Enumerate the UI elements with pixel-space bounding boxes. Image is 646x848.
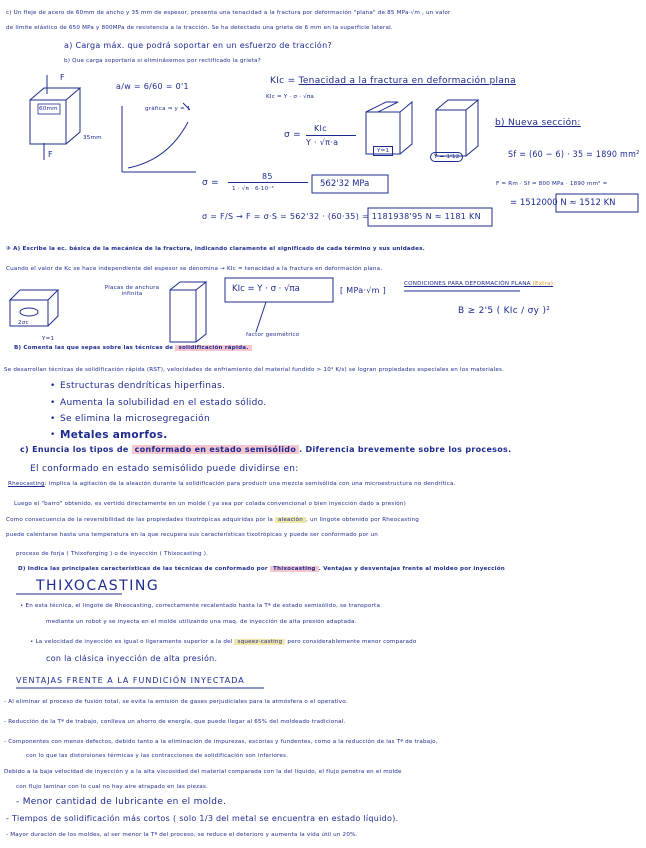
infinite-plate-label: Placas de anchura infinita	[104, 285, 160, 297]
plate-stress-label: 2σc	[18, 320, 29, 326]
thixocasting-bullet1-b: mediante un robot y se inyecta en el molde utilizando una maq. de inyección de alta presión adaptada.	[46, 619, 357, 625]
question-b: b) Que carga soportaría si eliminásemos por rectificado la grieta?	[64, 58, 261, 64]
section3-kic-statement: Cuando el valor de Kc se hace independiente del espesor se denomina → KIc = tenacidad a la fractura en deformación plana.	[6, 266, 383, 272]
question-a: a) Carga máx. que podrá soportar en un esfuerzo de tracción?	[64, 41, 332, 50]
rheocasting-text: : implica la agitación de la aleación durante la solidificación para producir una mezcla semisólida con una microestructura no dendrítica.	[44, 481, 456, 487]
force-b-line1: F = Rm · Sf = 800 MPa · 1890 mm² =	[496, 181, 608, 187]
thixocasting-title: THIXOCASTING	[36, 578, 160, 594]
problem-statement-line1: c) Un fleje de acero de 60mm de ancho y 35 mm de espesor, presenta una tenacidad a la fractura por deformación "plana" de 85 MPa·√m , un valor	[6, 10, 451, 16]
new-section-title: b) Nueva sección:	[495, 118, 581, 128]
advantage-item: Debido a la baja velocidad de inyección y a la alta viscosidad del material comparada con la del líquido, el flujo penetra en el molde	[4, 769, 402, 775]
fracture-formula: KIc = Y · σ · √πa	[232, 284, 300, 294]
section3-question-a: ③ A) Escribe la ec. básica de la mecánica de la fractura, indicando claramente el significado de cada término y sus unidades.	[6, 246, 425, 252]
section-d-question: D) Indica las principales características de las técnicas de conformado por	[18, 566, 268, 572]
section-d-question-tail: . Ventajas y desventajas frente al moldeo por inyección	[318, 566, 505, 572]
plane-strain-title-line	[404, 281, 553, 287]
bullet-dot: •	[50, 381, 56, 391]
sigma-calc-lhs: σ =	[202, 178, 220, 188]
sigma-lhs: σ =	[284, 130, 302, 140]
y1-label: Y=1	[373, 146, 393, 156]
fracture-units: [ MPa·√m ]	[340, 286, 387, 295]
advantage-item: - Reducción de la Tª de trabajo, conlleva un ahorro de energía, que puede llegar al 65% del moldeado tradicional.	[4, 719, 346, 725]
thixocasting-bullet1-a: • En esta técnica, el lingote de Rheocasting, correctamente recalentado hasta la Tª de estado semisólido, se transporta	[20, 603, 381, 609]
advantage-item: - Mayor duración de los moldes, al ser menor la Tª del proceso, se reduce el deterioro y aumenta la vida útil un 20%.	[6, 832, 358, 838]
plane-strain-title: CONDICIONES PARA DEFORMACIÓN PLANA	[404, 281, 531, 287]
plane-strain-condition: B ≥ 2'5 ( KIc / σy )²	[458, 306, 551, 316]
force-bottom-label: F	[48, 150, 53, 159]
section-c-p2b: , un lingote obtenido por Rheocasting	[306, 517, 419, 523]
advantage-item: - Menor cantidad de lubricante en el molde.	[16, 797, 227, 807]
rheocasting-line	[8, 481, 456, 487]
section-c-p3: puede calentarse hasta una temperatura en la que recupera sus características tixotrópicas y puede ser conformado por un	[6, 532, 379, 538]
sigma-denominator: Y · √π·a	[306, 138, 339, 147]
section-c-p2a: Como consecuencia de la reversibilidad de las propiedades tixotrópicas adquiridas por la	[6, 517, 273, 523]
kic-symbol: KIc	[270, 76, 285, 86]
section-b-y1-note: Y=1	[42, 336, 55, 342]
section-c-intro: El conformado en estado semisólido puede dividirse en:	[30, 464, 299, 474]
sf-equation: Sf = (60 − 6) · 35 = 1890 mm²	[508, 150, 640, 160]
width-dim-label: 60mm	[39, 106, 58, 112]
section-c-question-line	[20, 445, 511, 454]
bullet-item: Estructuras dendríticas hiperfinas.	[60, 381, 226, 391]
bullet-item: Aumenta la solubilidad en el estado sólido.	[60, 398, 267, 408]
graph-note: gráfica ⇒ y = 1	[145, 106, 191, 112]
section-c-highlight: conformado en estado semisólido	[132, 445, 299, 454]
section-c-p1: Luego el "barro" obtenido, es vertido directamente en un molde ( ya sea por colada convencional o bien inyección dado a presión)	[14, 501, 406, 507]
bullet-item: Metales amorfos.	[60, 429, 168, 441]
bullet-dot: •	[50, 430, 56, 440]
sigma-calc-num: 85	[262, 172, 273, 181]
section-b-paragraph: Se desarrollan técnicas de solidificación rápida (RST), velocidades de enfriamiento del material fundido > 10⁴ K/s) se logran propiedades especiales en los materiales.	[4, 367, 505, 373]
squeeze-casting-highlight: squeez-casting	[234, 639, 285, 645]
advantage-item: - Componentes con menos defectos, debido tanto a la eliminación de impurezas, escorias y fundentes, como a la reducción de las Tª de trabajo,	[4, 739, 438, 745]
section-c-p2-line	[6, 517, 419, 523]
bullet-dot: •	[50, 398, 56, 408]
ratio-a-w: a/w = 6/60 = 0'1	[116, 82, 189, 91]
geometric-factor-label: factor geométrico	[246, 332, 300, 338]
fraction-bar-2	[228, 182, 308, 183]
fraction-bar	[306, 135, 356, 136]
advantage-item: con flujo laminar con lo cual no hay aire atrapado en las piezas.	[16, 784, 208, 790]
thickness-dim-label: 35mm	[83, 135, 102, 141]
force-b-result: = 1512000 N ≈ 1512 KN	[510, 198, 616, 208]
section-b-question-line	[14, 345, 252, 351]
kic-definition-title: Tenacidad a la fractura en deformación plana	[298, 76, 516, 86]
sigma-result: 562'32 MPa	[320, 179, 370, 189]
advantages-title: VENTAJAS FRENTE A LA FUNDICIÓN INYECTADA	[16, 676, 245, 685]
sigma-numerator: KIc	[314, 124, 327, 133]
rheocasting-label: Rheocasting	[8, 481, 45, 487]
force-top-label: F	[60, 73, 65, 82]
thixocasting-bullet2-c: con la clásica inyección de alta presión.	[46, 654, 218, 663]
bullet-item: Se elimina la microsegregación	[60, 414, 210, 424]
thixocasting-bullet2-b: pero considerablemente menor comparado	[287, 639, 417, 645]
section-b-highlight: solidificación rápida.	[175, 345, 251, 351]
extra-tag: (Extra)	[532, 281, 554, 287]
bullet-dot: •	[50, 414, 56, 424]
section-d-question-line	[18, 566, 505, 572]
thixocasting-bullet2-a: • La velocidad de inyección es igual o ligeramente superior a la del	[30, 639, 233, 645]
advantage-item: - Tiempos de solidificación más cortos ( solo 1/3 del metal se encuentra en estado líquido).	[6, 814, 399, 823]
thixocasting-bullet2-line	[30, 639, 417, 645]
section-c-question-tail: . Diferencia brevemente sobre los procesos.	[299, 445, 512, 454]
sigma-calc-den: 1 · √π · 6·10⁻³	[232, 186, 274, 192]
section-c-p4: proceso de forja ( Thixoforging ) o de inyección ( Thixocasting ).	[16, 551, 209, 557]
advantage-item: - Al eliminar el proceso de fusión total, se evita la emisión de gases perjudiciales para la atmósfera o el operativo.	[4, 699, 348, 705]
section-c-question: c) Enuncia los tipos de	[20, 445, 129, 454]
y112-label: Y = 1'12	[430, 152, 463, 162]
advantage-item: con lo que las distorsiones térmicas y las contracciones de solidificación son inferiores.	[26, 753, 289, 759]
section-b-question: B) Comenta las que sepas sobre las técnicas de	[14, 345, 174, 351]
section-d-highlight: Thixocasting	[270, 566, 319, 572]
kic-equation: KIc = Y · σ · √πa	[266, 94, 315, 100]
section-c-p2-highlight: aleación	[275, 517, 306, 523]
force-a-result: σ = F/S → F = σ·S = 562'32 · (60·35) = 1181938'95 N ≈ 1181 KN	[202, 212, 481, 221]
kic-title-line: KIc = Tenacidad a la fractura en deformación plana	[270, 76, 516, 86]
problem-statement-line2: de límite elástico de 650 MPa y 800MPa de resistencia a la tracción. Se ha detectado una grieta de 6 mm en la superficie lateral.	[6, 25, 393, 31]
